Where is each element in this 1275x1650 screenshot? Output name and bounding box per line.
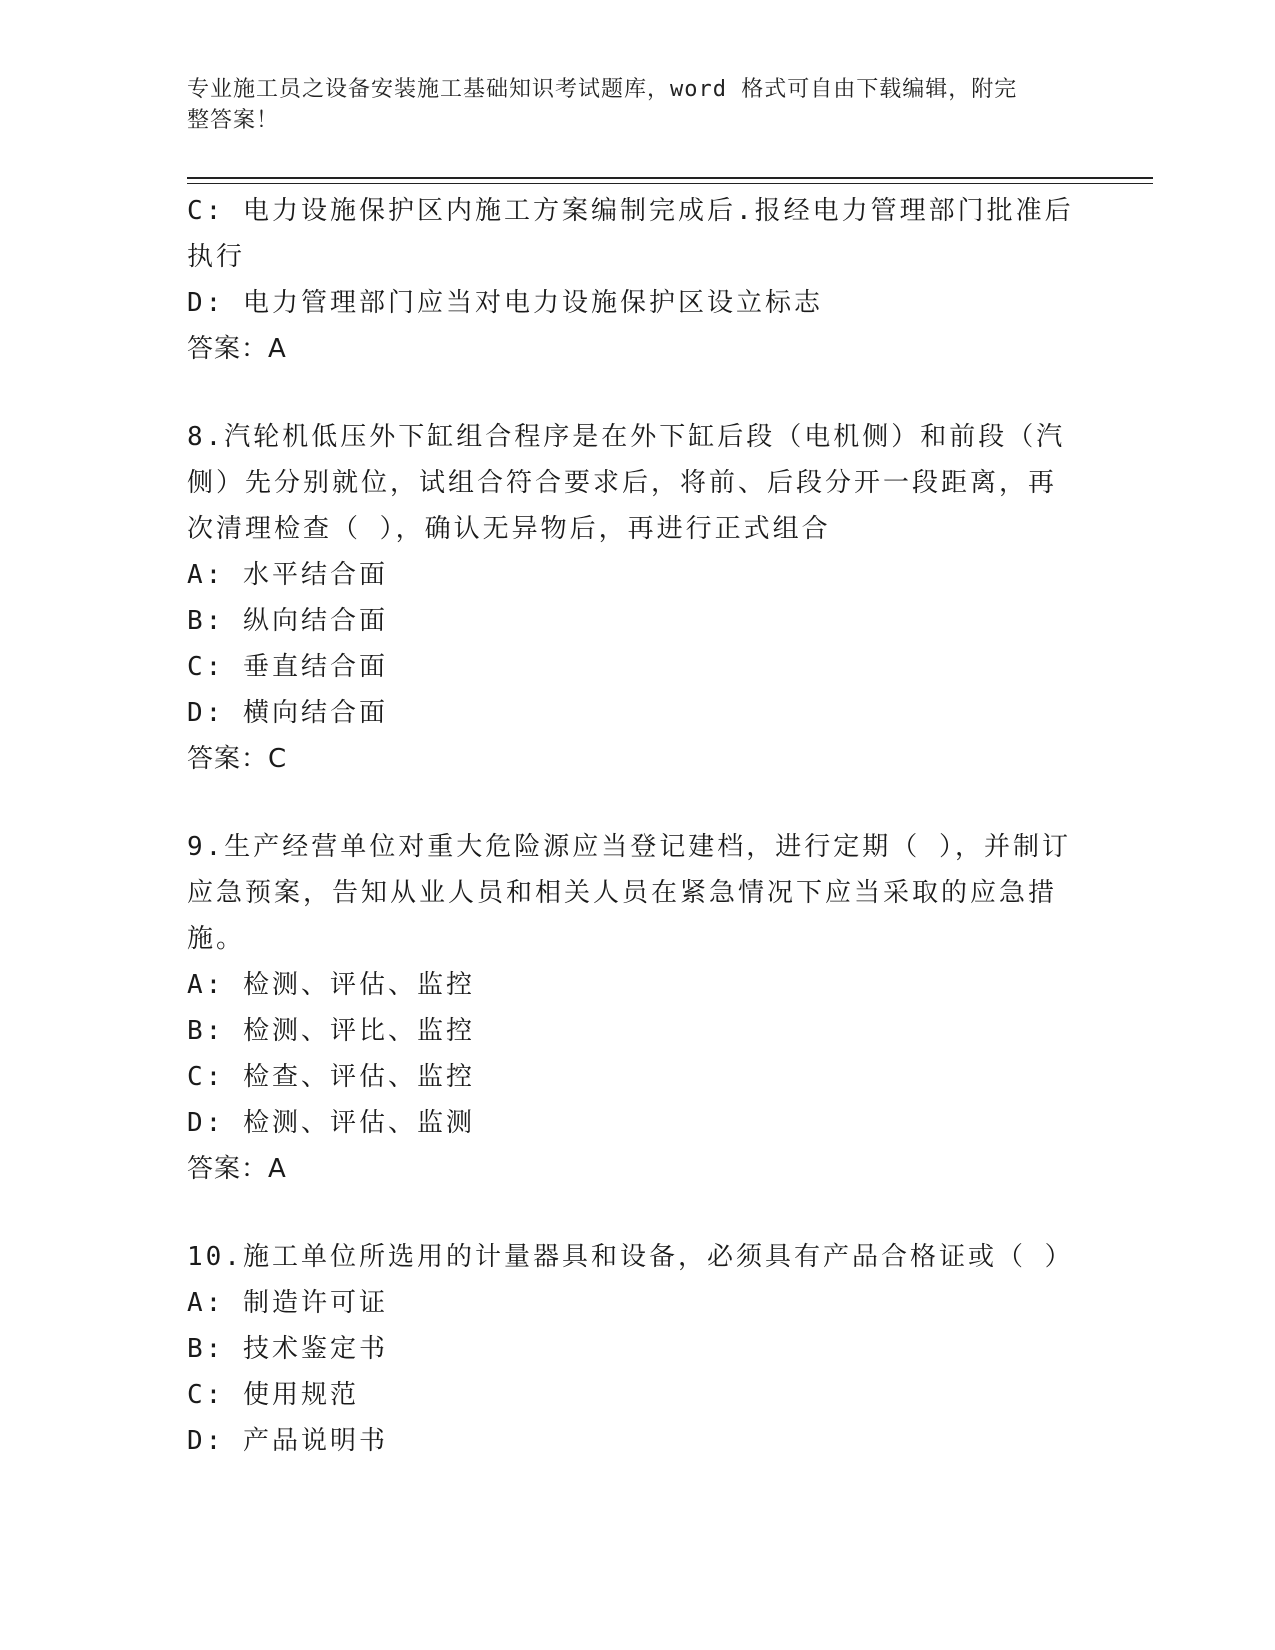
header-divider-thin xyxy=(187,183,1153,184)
option-c-line-2: 执行 xyxy=(187,242,246,272)
option-d: D: 电力管理部门应当对电力设施保护区设立标志 xyxy=(187,288,823,318)
question-10-option-b: B: 技术鉴定书 xyxy=(187,1334,388,1364)
question-10-line-1: 10.施工单位所选用的计量器具和设备，必须具有产品合格证或（ ） xyxy=(187,1242,1074,1272)
question-9-option-a: A: 检测、评估、监控 xyxy=(187,970,475,1000)
question-9-option-d: D: 检测、评估、监测 xyxy=(187,1108,475,1138)
question-8 xyxy=(187,414,1087,782)
spacer xyxy=(187,782,1087,824)
answer-7: 答案：A xyxy=(187,334,287,364)
question-10-option-c: C: 使用规范 xyxy=(187,1380,359,1410)
question-8-option-d: D: 横向结合面 xyxy=(187,698,388,728)
question-9 xyxy=(187,824,1087,1192)
question-8-option-b: B: 纵向结合面 xyxy=(187,606,388,636)
question-10-option-a: A: 制造许可证 xyxy=(187,1288,388,1318)
question-8-line-2: 侧）先分别就位，试组合符合要求后，将前、后段分开一段距离，再 xyxy=(187,468,1058,498)
option-c-line-1: C: 电力设施保护区内施工方案编制完成后.报经电力管理部门批准后 xyxy=(187,196,1074,226)
question-9-line-1: 9.生产经营单位对重大危险源应当登记建档，进行定期（ ），并制订 xyxy=(187,832,1071,862)
question-10-option-d: D: 产品说明书 xyxy=(187,1426,388,1456)
page-header xyxy=(187,74,1067,136)
header-line-1: 专业施工员之设备安装施工基础知识考试题库，word 格式可自由下载编辑，附完 xyxy=(187,77,1018,102)
answer-8: 答案：C xyxy=(187,744,288,774)
question-10 xyxy=(187,1234,1087,1464)
question-8-line-1: 8.汽轮机低压外下缸组合程序是在外下缸后段（电机侧）和前段（汽 xyxy=(187,422,1066,452)
question-8-option-c: C: 垂直结合面 xyxy=(187,652,388,682)
answer-9: 答案：A xyxy=(187,1154,287,1184)
question-9-line-3: 施。 xyxy=(187,924,246,954)
spacer xyxy=(187,372,1087,414)
question-8-option-a: A: 水平结合面 xyxy=(187,560,388,590)
question-8-line-3: 次清理检查（ ），确认无异物后，再进行正式组合 xyxy=(187,514,831,544)
header-divider-thick xyxy=(187,177,1153,179)
spacer xyxy=(187,1192,1087,1234)
header-line-2: 整答案！ xyxy=(187,108,280,133)
question-9-option-b: B: 检测、评比、监控 xyxy=(187,1016,475,1046)
question-list xyxy=(187,188,1087,1464)
question-9-line-2: 应急预案，告知从业人员和相关人员在紧急情况下应当采取的应急措 xyxy=(187,878,1058,908)
question-7-continued xyxy=(187,188,1087,372)
question-9-option-c: C: 检查、评估、监控 xyxy=(187,1062,475,1092)
